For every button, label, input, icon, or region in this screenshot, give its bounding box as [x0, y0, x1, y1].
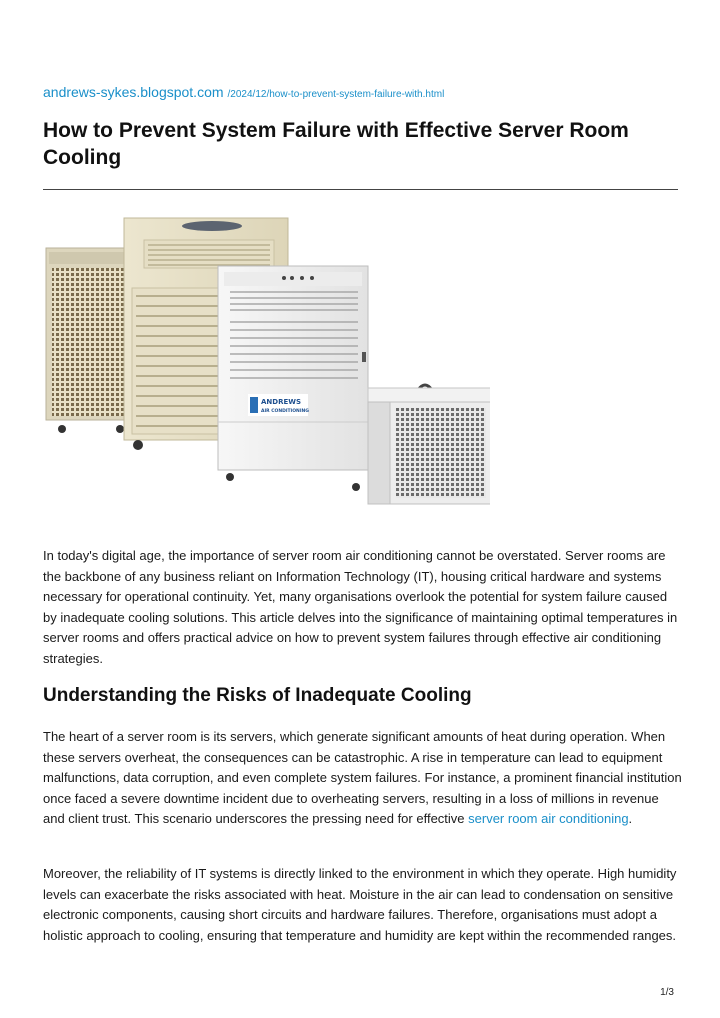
hero-image	[40, 212, 490, 512]
page-number: 1/3	[660, 987, 674, 998]
risks-paragraph	[43, 727, 683, 830]
brand-tagline: AIR CONDITIONING	[261, 409, 309, 414]
section-heading: Understanding the Risks of Inadequate Cooling	[43, 685, 472, 706]
portable-mesh-unit	[368, 385, 490, 504]
brand-name: ANDREWS	[261, 398, 302, 406]
risks-text-end: .	[628, 811, 633, 826]
source-path-link[interactable]: /2024/12/how-to-prevent-system-failure-with.html	[227, 89, 445, 100]
server-room-ac-link[interactable]: server room air conditioning	[468, 811, 629, 826]
intro-paragraph: In today's digital age, the importance of server room air conditioning cannot be overstated. Server rooms are the backbone of any business reliant on Information Technology (IT), housing critical hardware and systems necessary for operational continuity. Yet, many organisations overlook the potential for system failure caused by inadequate cooling solutions. This article delves into the significance of maintaining optimal temperatures in server rooms and offers practical advice on how to prevent system failures through effective air conditioning strategies.	[43, 548, 678, 666]
humidity-paragraph: Moreover, the reliability of IT systems is directly linked to the environment in which they operate. High humidity levels can exacerbate the risks associated with heat. Moisture in the air can lead to condensation on sensitive electronic components, causing short circuits and hardware failures. Therefore, organisations must adopt a holistic approach to cooling, ensuring that temperature and humidity are kept within the recommended ranges.	[43, 866, 677, 943]
title-divider	[43, 189, 678, 190]
mesh-cooling-unit	[46, 248, 132, 433]
andrews-cooling-unit	[218, 266, 368, 491]
risks-text: The heart of a server room is its servers, which generate significant amounts of heat during operation. When these servers overheat, the consequences can be catastrophic. A rise in temperature can lead to equipment malfunctions, data corruption, and even complete system failures. For instance, a prominent financial institution once faced a severe downtime incident due to overheating servers, resulting in a loss of millions in revenue and client trust. This scenario underscores the pressing need for effective	[43, 729, 682, 826]
article-title: How to Prevent System Failure with Effective Server Room Cooling	[43, 119, 629, 169]
source-url	[43, 84, 444, 102]
source-domain-link[interactable]: andrews-sykes.blogspot.com	[43, 84, 224, 100]
